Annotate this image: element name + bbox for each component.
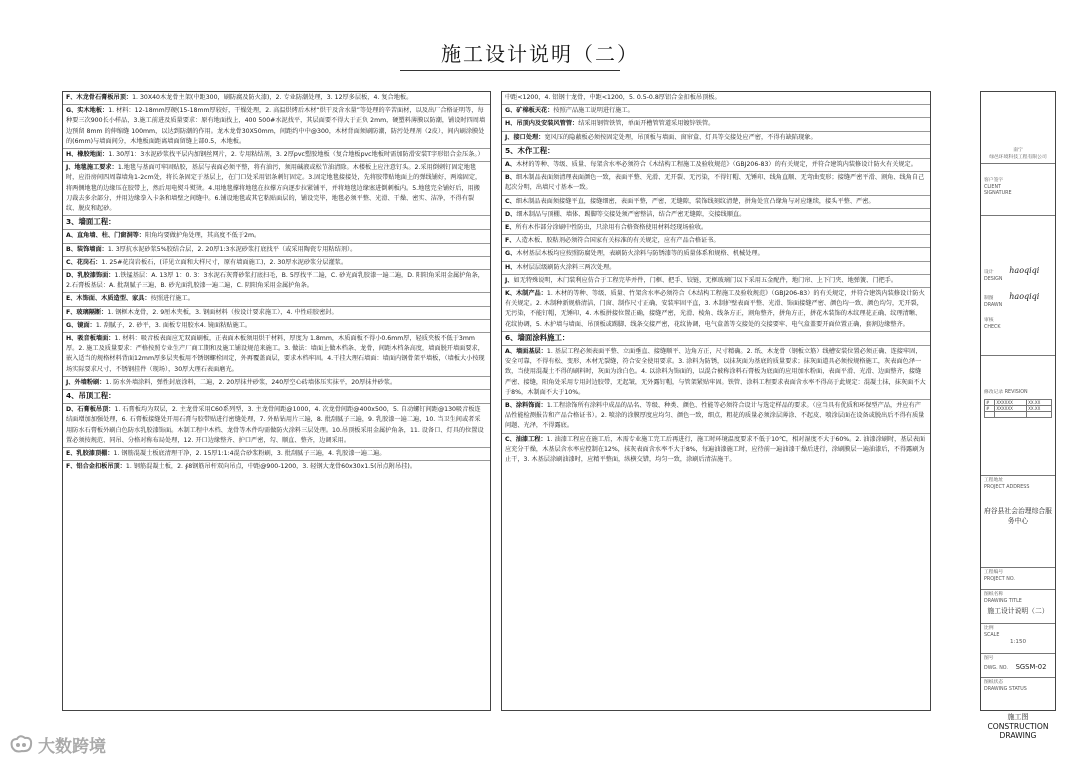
status-label-en: DRAWING STATUS bbox=[984, 686, 1027, 692]
spec-row bbox=[502, 159, 930, 172]
spec-row-text: 1. 钢筋混凝土板底清理干净，2. 15厚1:1:4混合砂浆粉刷，3. 批刮腻子三遍，4. 乳胶漆一遍二遍。 bbox=[113, 450, 386, 458]
drawing-title-label-en: DRAWING TITLE bbox=[984, 598, 1022, 604]
project-address-label-cn: 工程地址 bbox=[984, 478, 1004, 483]
revision-title: 修改记录 REVISION bbox=[984, 390, 1028, 395]
spec-row bbox=[502, 118, 930, 131]
revision-desc: XXXXXX bbox=[995, 405, 1027, 411]
spec-row-text: 1. 防水外墙涂料，弹性封底涂料，二遍，2. 20厚抹井砂浆，240厚空心砖墙体压实抹平，20厚抹井砂浆。 bbox=[105, 378, 397, 386]
spec-row bbox=[502, 400, 930, 434]
project-name: 府谷县社会治理综合服务中心 bbox=[984, 507, 1052, 526]
spec-row bbox=[63, 216, 490, 230]
spec-row-label: B、装饰墙面： bbox=[66, 245, 108, 253]
spec-row bbox=[502, 209, 930, 222]
spec-row bbox=[63, 448, 490, 461]
spec-row-label: F、玻璃隔断： bbox=[66, 308, 108, 316]
status-cn: 施工图 bbox=[1007, 713, 1029, 721]
spec-row-text: 1. 25#花岗岩板石，(详见立面和大样尺寸，原有墙面施工)，2. 30厚水泥砂浆分层灌浆。 bbox=[101, 258, 348, 266]
spec-row bbox=[63, 105, 490, 149]
spec-row bbox=[63, 149, 490, 162]
spec-row-text: 1. 钢框木龙骨，2. 9厘木夹板，3. 钢面材料（按设计要求施工），4. 中性硅胶密封。 bbox=[107, 308, 338, 316]
spec-row bbox=[63, 92, 490, 105]
spec-row-label: D、乳胶漆饰面： bbox=[66, 272, 115, 280]
drawn-signature: haoqiqi bbox=[1009, 292, 1040, 301]
spec-row bbox=[63, 404, 490, 448]
spec-row-label: K、木制产品： bbox=[505, 290, 547, 298]
spec-row-label: C、 bbox=[505, 197, 516, 205]
spec-row-text: 阳角均要做护角处理，其高度不低于2m。 bbox=[145, 232, 261, 240]
spec-row-text: 中距<1200，4. 铝钢十龙骨，中距<1200，5. 0.5-0.8厚铝合金扣板吊顶板。 bbox=[505, 94, 721, 101]
spec-row bbox=[502, 288, 930, 332]
spec-row bbox=[502, 132, 930, 145]
scale-label-cn: 比例 bbox=[984, 626, 994, 631]
spec-row bbox=[63, 390, 490, 404]
watermark-logo-icon bbox=[8, 733, 34, 755]
watermark bbox=[8, 730, 148, 758]
client-company-name: 南宁 绿邑环境科技工程有限公司 bbox=[989, 148, 1047, 160]
spec-row-label: G、镜面： bbox=[66, 321, 96, 329]
spec-row-text: 1. 30X40木龙骨主架(中距300，刷防腐及防火漆)，2. 专业防潮处理，3. 12厚多层板，4. 复合地板。 bbox=[132, 94, 413, 101]
spec-row-label: D、 bbox=[505, 210, 517, 218]
revision-table bbox=[984, 399, 1052, 418]
spec-row-label: J、地毯施工要求： bbox=[66, 164, 118, 172]
revision-mark: # bbox=[985, 405, 995, 411]
spec-column-right bbox=[501, 91, 931, 711]
spec-row-text: 细木制品表面须接缝平直，接缝细密，表面平整，严密，无缝隙，装饰线刻纹清楚，拼角处宜凸缘角与对应继续，接头平整、严密。 bbox=[515, 197, 875, 205]
status-label-cn: 图纸状态 bbox=[984, 680, 1004, 685]
project-address-label-en: PROJECT ADDRESS bbox=[984, 484, 1030, 490]
spec-row-label: G、实木地板： bbox=[66, 107, 109, 115]
spec-row-text: 细木制品表面须清理表面颜色一致，表面平整、光滑、无开裂、无污染，不得钉帽、无锤印、线角直顺、无弯曲变形；接缝严密平滑、割角、线角自己起次分明，出墙尺寸基本一致。 bbox=[505, 174, 925, 192]
drawing-title-label-cn: 图纸名称 bbox=[984, 592, 1004, 597]
spec-row bbox=[63, 244, 490, 257]
spec-row bbox=[502, 262, 930, 275]
spec-row bbox=[502, 145, 930, 159]
project-no-label-en: PROJECT NO. bbox=[984, 576, 1015, 582]
spec-row-label: J、外墙粉刷： bbox=[66, 378, 106, 386]
spec-row bbox=[63, 461, 490, 473]
drawing-status-values bbox=[980, 712, 1056, 740]
client-signature-cell bbox=[981, 164, 1055, 216]
status-en: CONSTRUCTION DRAWING bbox=[987, 722, 1049, 740]
project-no-label-cn: 工程编号 bbox=[984, 570, 1004, 575]
spec-row-label: 4、吊顶工程： bbox=[66, 391, 116, 401]
spec-row-label: F、木龙骨石膏板吊顶： bbox=[66, 94, 133, 101]
spec-row-text: 1. 基层工程必须表面平整、立面垂直、接缝顺平、边角方正，尺寸精确。2. 纸、木龙骨（钢板立筋）线槽安装位置必须正确、连接牢固，安全可靠，不得有松、变形，木材无裂缝，符合安全使用要求。3. 涂料为防锈，以抹灰面为基底的质量要求；抹灰面道具必须按规格施工，灰表面色泽一致，当使用混凝土不得的刷料时，灰面为涂白色。4. 以涂料为饰面的，以混合被称涂料石膏板为底面的应用加水粉面，表面平滑、光滑、边面整齐，接缝严密、接缝，阳角处采用专用封边胶带，无起皱，无外露钉帽，与管架紧贴牢固。铁管、涂料工程要求表面含水率不得高于此规定：混凝土抹，抹灰面不大于8%，木制面不大于10%。 bbox=[505, 348, 926, 396]
check-label-cn: 审核 bbox=[984, 318, 994, 323]
spec-row-label: A、 bbox=[505, 161, 516, 169]
spec-row-label: 5、木作工程： bbox=[505, 145, 555, 155]
scale-cell bbox=[981, 624, 1055, 654]
spec-row bbox=[63, 377, 490, 390]
drawn-cell bbox=[981, 290, 1055, 316]
spec-row bbox=[502, 248, 930, 261]
design-signature: haoqiqi bbox=[1009, 266, 1040, 275]
spec-row-label: E、乳胶漆顶棚： bbox=[66, 450, 114, 458]
dwg-no-label-cn: 图号 bbox=[984, 656, 994, 661]
watermark-text: 大数跨境 bbox=[38, 736, 106, 757]
spec-row-label: B、涂料饰面： bbox=[505, 402, 547, 410]
spec-row-text: 宽风压的隐蔽板必须按固定处理，吊顶板与墙面、窗帘盒、灯具等交接处应严密，不得有缺陷现象。 bbox=[544, 133, 817, 141]
spec-row-text: 1.地毯与基面可牢固贴胶，基层与表面必须平整，将有油污，须用碱液或松节油清除。木楼板上应注意钉头。2.采用倒刺钉固定地毯时，应沿房间四周靠墙角1-2cm处，将长条固定于基层上，在门口处采用铝条刺钉固定。3.固定地毯接接处，先将胶带贴地面上的弹线铺好，两端固定，将两侧地毯的边缘压在胶带上，然后用电熨斗熨烫。4.用地毯撑将地毯在拉撑方向逐步拉紧铺平，并将地毯边缘塞进倒刺板内。5.地毯完全铺好后，用搬刀裁去多余部分，并用边缘拳入卡条和墙壁之间缝中。6.铺设地毯或其它粘贴面层的，铺设完毕，地毯必须平整、光滑、干燥、密实、洁净，不得有裂纹、脱皮和起砂。 bbox=[66, 164, 482, 213]
design-label-cn: 设计 bbox=[984, 270, 994, 275]
spec-row-text: 1. 3厚抗水泥砂浆5%胶结合层，2. 20厚1:3水泥砂浆打底找平（或采用陶瓷专用粘结剂）。 bbox=[107, 245, 357, 253]
spec-row-text: 1.工程涂饰所有涂料中成品的品名、等级、种类、颜色、性能等必须符合设计与选定样品的要求。（应当具有优质和环保型产品，并应有产品性能检测报告和产品合格证书）。2. 喷涂的涂膜厚度应均匀、颜色一致，细点，粗花的质量必须涂层薄涂、不起皮、喷涂层面在设备或脱出后不得有质量问题、光泽，不得露底。 bbox=[505, 402, 925, 430]
spec-row bbox=[63, 230, 490, 243]
spec-row-label: G、矿棉板天花： bbox=[505, 107, 554, 115]
revision-mark: # bbox=[985, 399, 995, 405]
spec-row-label: H、吊顶内及安装风管管： bbox=[505, 120, 579, 128]
spec-row bbox=[502, 172, 930, 195]
spec-row-text: 1. 材料：吸音板表面应无双面刷板，正表面木板须用烘干材料，厚度为 1.8mm，木质面板不得小0.6mm厚，轻质夹板不低于3mm厚。2. 施工及质量要求：严格按照专业生产厂商工期和及施工铺设规范来施工。3. 做法：墙面上做木档条、龙骨，间距木档条高度，墙面脱开墙面要求，嵌入适当的规格材料背面12mm厚多层夹板用不锈钢螺栓固定，外再覆盖面层，要求木档牢固。4.干挂大理石墙面：墙面内钢骨架平墙板，（墙板大小按现场实际要求尺寸，不锈钢挂件（现场），30厚大理石表面磨光。 bbox=[66, 335, 485, 373]
spec-row-text: 人造木板、胶粘剂必须符合国家有关标准的有关规定，应有产品合格证书。 bbox=[515, 237, 720, 245]
spec-row-label: C、油漆工程： bbox=[505, 435, 547, 443]
scale-value: 1:150 bbox=[1009, 639, 1027, 646]
spec-row bbox=[63, 333, 490, 377]
spec-row bbox=[502, 346, 930, 400]
spec-row-text: 按照进行施工。 bbox=[150, 295, 194, 303]
spec-row-label: G、 bbox=[505, 250, 517, 258]
title-underline bbox=[400, 70, 620, 71]
design-label-en: DESIGN bbox=[984, 276, 1003, 282]
revision-cell bbox=[981, 356, 1055, 476]
spec-row-label: E、 bbox=[505, 224, 516, 232]
spec-row bbox=[502, 332, 930, 346]
spec-row-label: J、 bbox=[505, 276, 514, 284]
spec-row-label: D、石膏板吊顶： bbox=[66, 406, 115, 414]
spec-row-text: 1. 石膏板均为双层，2. 主龙骨采用C60系列型，3. 主龙骨间距@1000，4. 次龙骨间距@400x500，5. 自动螺钉间距@130吸音板连结面增加加强处理，6. 石膏板接缝处开用石膏与胶带贴进行密缝处理，7. 外贴钻用片三遍，8. 批刮腻子三遍，9. 乳胶漆一遍二遍，10. 当卫生间或者采用防水石膏板外刷白色防水乳胶漆饰面。木制工程中木档、龙骨等木件均需做防火涂料三层处理。10.吊顶板采用金属护角条，11. 设备口、灯具的位置设置必须按规范、同吊、分格对称布局处理，12. 开口边缘整齐、护口严密，勾、顺直、整齐，边调采用。 bbox=[66, 406, 484, 444]
spec-row bbox=[502, 235, 930, 248]
spec-row-label: F、铝合金扣板吊顶： bbox=[66, 463, 126, 471]
spec-row-label: H、吸音板墙面： bbox=[66, 335, 115, 343]
spec-row-label: H、 bbox=[505, 263, 517, 271]
revision-desc: XXXXXX bbox=[995, 399, 1027, 405]
spec-row bbox=[63, 270, 490, 293]
check-cell bbox=[981, 316, 1055, 356]
dwg-no-value: SGSM-02 bbox=[1015, 662, 1047, 671]
spec-row bbox=[502, 196, 930, 209]
revision-row-empty bbox=[985, 411, 1052, 417]
spec-row-text: 木材基层木板均应按照防腐处理，表刷防火涂料与防锈漆等的质量体系和规格、机械处理。 bbox=[516, 250, 764, 258]
spec-row-label: J、接口处理： bbox=[505, 133, 545, 141]
spec-row-text: 1. 刮腻子，2. 砂平，3. 面板专用胶水4. 镜面粘贴施工。 bbox=[95, 321, 252, 329]
spec-row-text: 结采用钢管铁管，单面开槽管管道采用镀锌铁管。 bbox=[578, 120, 715, 128]
client-signature-label-cn: 客户签字 bbox=[984, 178, 1004, 183]
spec-row-text: 1. 木材的等种、等级、质量、竹架含水率必须符合《木结构工程施工及验收规范》（GBJ206-83）的有关规定，并符合建筑内装修设计防火有关规定。2. 木制种新规格清洁，门窗、制作尺寸正确，安装牢固平直，3. 木制护壁表面平整、光滑、饰面接缝严密、颜色均一致、颜色均匀，无开裂，无污染，不能钉帽，无锤印，4. 木板拼接位置正确，接缝严密，光滑、棱角、线条方正，割角整齐，拼角方正，拼花木装饰的木纹理花正确、纹理清晰、花纹协调，5. 木护墙与墙面、吊顶板或踢脚、线条交接严密，花纹协调，电气盒盖等交接处的交接要牢、电气盒盖要开面位置正确，套割边缘整齐。 bbox=[505, 290, 925, 328]
page-title: 施工设计说明（二） bbox=[441, 42, 639, 66]
spec-row-text: 按照产品施工说明进行施工。 bbox=[553, 107, 634, 115]
check-label-en: CHECK bbox=[984, 324, 1001, 330]
spec-row bbox=[63, 162, 490, 216]
client-signature-label-en: CLIENT SIGNATURE bbox=[984, 184, 1012, 197]
drawing-title-cell bbox=[981, 590, 1055, 624]
spec-row-label: 6、墙面涂料施工： bbox=[505, 332, 570, 342]
spec-row bbox=[502, 275, 930, 288]
spec-row-text: 如无特殊说明，木门装利应仿合于工程完毕并件，门框、把手、铰链，无框玻璃门以下采用五金配件，地门帘、上下门夹、地弹簧、门把手。 bbox=[513, 276, 898, 284]
revision-date: XX.XX bbox=[1027, 405, 1052, 411]
drawing-status-cell bbox=[981, 678, 1055, 710]
spec-row-text: 所有木作部分涂刷中性防虫，只涂用有合格资格使用材料经现场验收。 bbox=[515, 224, 708, 232]
scale-label-en: SCALE bbox=[984, 632, 1000, 638]
dwg-no-label-en: DWG. NO. bbox=[984, 665, 1008, 671]
spec-row bbox=[502, 105, 930, 118]
spec-row-text: 1. 材料：12-18mm厚硬(15-18mm厚较好，干燥处理，2. 高温烘烤后木材“烘干及含水量”等处理的辛苦面材，以及出厂合格证明等，每种要三次900长小样品，3.施工前进及质量要求：原有地面找上，400 500#水泥找平，其层面要不得大于正负 2mm，硬塑料薄膜以防潮，铺设时四周墙边预留 8mm 的伸缩缝 100mm，以达到防潮的作用。龙木龙骨30X50mm，间距约中中@300，木材背面须刷防潮，防污处理剂（2皮），间内刷涂膜处的(6mm)与墙面间分，木地板面距离墙面留缝上部0.5，木地板。 bbox=[66, 107, 486, 145]
spec-row-label: 3、墙面工程： bbox=[66, 217, 116, 227]
spec-row bbox=[502, 434, 930, 467]
spec-row-label: F、 bbox=[505, 237, 516, 245]
drawn-label-en: DRAWN bbox=[984, 302, 1003, 308]
design-cell bbox=[981, 264, 1055, 290]
project-no-cell bbox=[981, 568, 1055, 590]
title-block bbox=[980, 91, 1056, 711]
spec-column-left bbox=[62, 91, 491, 711]
spec-row bbox=[63, 293, 490, 306]
spec-row-text: 木材的等种、等级、质量、每架含水率必须符合《木结构工程施工及验收规范》（GBJ206-83）的有关规定，并符合建筑内装修设计防火有关规定。 bbox=[515, 161, 917, 169]
spec-row bbox=[63, 307, 490, 320]
spec-row-label: E、木饰面、木质造型、家具： bbox=[66, 295, 151, 303]
dwg-no-cell bbox=[981, 654, 1055, 678]
spec-row-text: 1.铁锰基层：A. 13厚 1：0. 3：3水泥石灰膏砂浆打底扫毛，B. 5厚找平二遍，C. 砂光面乳胶漆一遍二遍，D. 阳阳角采用金属护角条，2.石膏板基层：A. 批刮腻子三遍，B. 砂光面乳胶漆一遍二遍，C. 阴阳角采用金属护角条。 bbox=[66, 272, 484, 290]
spec-row-label: B、 bbox=[505, 174, 516, 182]
spec-row-text: 1. 钢筋混凝土板，2. ∮8钢筋吊杆双向吊点，中距@900-1200，3. 轻钢大龙骨60x30x1.5(吊点附吊挂)。 bbox=[125, 463, 417, 471]
spec-row bbox=[63, 257, 490, 270]
drawing-title: 施工设计说明（二） bbox=[987, 607, 1049, 616]
revision-date: XX.XX bbox=[1027, 399, 1052, 405]
drawn-label-cn: 制图 bbox=[984, 296, 994, 301]
spec-row bbox=[502, 92, 930, 105]
spec-row bbox=[502, 222, 930, 235]
spec-row-text: 1. 油漆工程应在施工后，木需专业施工完工后再进行，施工时环境温度要求不低于10℃，相对湿度不大于60%。2. 油漆涂刷时，基层表面应充分干燥，木基层含水率应控制在12%，抹灰表面含水率不大于8%，每遍油漆施工时，应待前一遍油漆干燥后进行，涂刷膜层一遍油漆后，不得露刷为止干，3. 木基层涂刷油漆时，应精平整面，纵横交错，均匀一致，涂刷后清洁施干。 bbox=[505, 435, 926, 464]
spec-row-text: 木材层层级刷防火涂料三两次处理。 bbox=[516, 263, 616, 271]
spec-row-text: 1. 30厚1：3水泥砂浆找平层内加钢丝网片，2. 专用粘结剂，3. 2厚pvc塑胶地板（复合地板pvc地板时需加防滑安装T字形铝合金压条。） bbox=[108, 151, 484, 159]
spec-row-text: 细木制品与顶棚、墙体、踢脚等交接处须严密整洁，结合严密无缝隙，交接线顺直。 bbox=[516, 210, 746, 218]
spec-row-label: H、橡胶地面： bbox=[66, 151, 109, 159]
spec-row bbox=[63, 320, 490, 333]
spec-row-label: C、花岗石： bbox=[66, 258, 102, 266]
project-address-cell bbox=[981, 476, 1055, 568]
spec-row-label: A、直角墙、柱、门窗洞等： bbox=[66, 232, 146, 240]
spec-row-label: A、墙面基层： bbox=[505, 348, 547, 356]
client-company-cell bbox=[981, 92, 1055, 164]
